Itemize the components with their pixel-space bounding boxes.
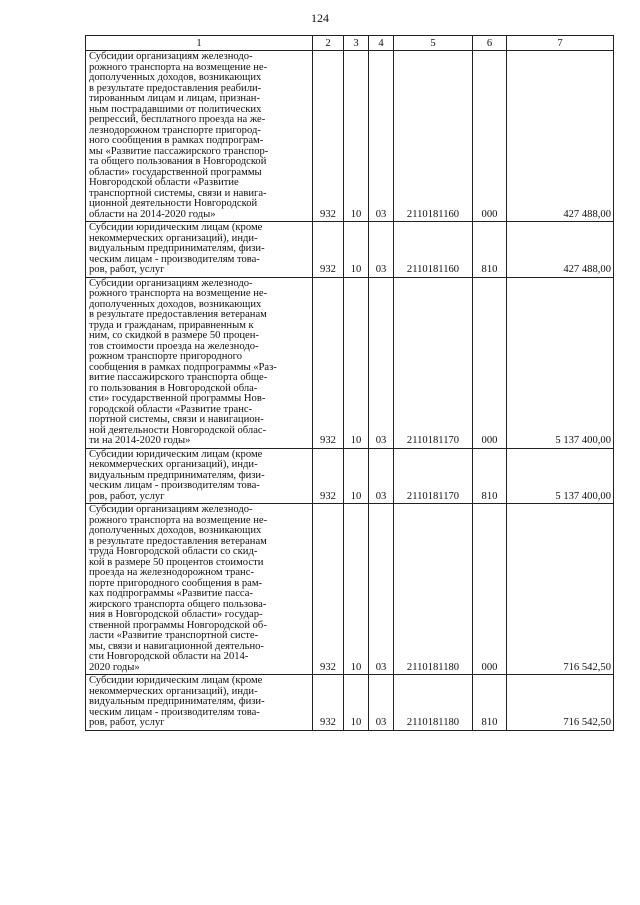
description-line: ров, работ, услуг	[89, 717, 165, 728]
row-admin-code: 932	[313, 277, 344, 448]
column-header-7: 7	[507, 36, 614, 51]
description-line: труда Новгородской области со скид-	[89, 546, 258, 557]
description-line: мы «Развитие пассажирского транспор-	[89, 145, 269, 157]
description-line: ционной деятельности Новгородской	[89, 198, 258, 209]
description-line: порте пригородного сообщения в рам-	[89, 577, 263, 589]
description-line: транспортной системы, связи и навига-	[89, 187, 267, 199]
table-row	[86, 504, 614, 675]
description-line: рожного транспорта на возмещение не-	[89, 61, 268, 73]
description-line: ти на 2014-2020 годы»	[89, 435, 191, 446]
row-description	[86, 675, 313, 731]
row-expense-type-code: 810	[473, 675, 507, 731]
row-admin-code: 932	[313, 51, 344, 222]
row-expense-type-code: 000	[473, 51, 507, 222]
description-line: дополученных доходов, возникающих	[89, 72, 262, 83]
column-header-3: 3	[344, 36, 369, 51]
description-line: ческим лицам - производителям това-	[89, 480, 260, 491]
row-target-code: 2110181160	[394, 222, 473, 278]
description-line: проезда на железнодорожном транс-	[89, 567, 254, 578]
row-amount: 5 137 400,00	[507, 448, 614, 504]
row-target-code: 2110181170	[394, 277, 473, 448]
row-subsection-code: 03	[369, 448, 394, 504]
row-section-code: 10	[344, 277, 369, 448]
row-amount: 716 542,50	[507, 504, 614, 675]
table-row	[86, 675, 614, 731]
description-line: Субсидии организациям железнодо-	[89, 51, 253, 62]
header-row	[86, 36, 614, 51]
description-line: сообщения в рамках подпрограммы «Раз-	[89, 361, 277, 373]
row-description	[86, 277, 313, 448]
description-line: сти Новгородской области на 2014-	[89, 651, 249, 662]
description-line: го пользования в Новгородской обла-	[89, 382, 258, 394]
description-line: та общего пользования в Новгородской	[89, 156, 267, 167]
description-line: рожного транспорта на возмещение не-	[89, 288, 268, 299]
row-target-code: 2110181180	[394, 504, 473, 675]
description-line: некоммерческих организаций), инди-	[89, 459, 258, 470]
description-line: Субсидии юридическим лицам (кроме	[89, 675, 263, 686]
row-section-code: 10	[344, 675, 369, 731]
description-line: Субсидии юридическим лицам (кроме	[89, 448, 263, 460]
row-section-code: 10	[344, 51, 369, 222]
description-line: ческим лицам - производителям това-	[89, 706, 260, 718]
description-line: ственной программы Новгородской об-	[89, 619, 267, 631]
description-line: лезнодорожном транспорте пригород-	[89, 124, 261, 136]
column-header-1: 1	[86, 36, 313, 51]
table-row	[86, 277, 614, 448]
row-admin-code: 932	[313, 504, 344, 675]
description-line: в результате предоставления ветеранам	[89, 309, 267, 320]
description-line: городской области «Развитие транс-	[89, 403, 253, 415]
description-line: ках подпрограммы «Развитие пасса-	[89, 588, 253, 599]
description-line: ния в Новгородской области» государ-	[89, 609, 263, 620]
table-row	[86, 222, 614, 278]
row-amount: 716 542,50	[507, 675, 614, 731]
description-line: рожном транспорте пригородного	[89, 351, 243, 362]
budget-table	[85, 35, 614, 731]
table-row	[86, 51, 614, 222]
description-line: ного сообщения в рамках подпрограм-	[89, 135, 264, 146]
row-amount: 427 488,00	[507, 222, 614, 278]
description-line: видуальным предпринимателям, физи-	[89, 469, 265, 481]
description-line: ров, работ, услуг	[89, 490, 165, 502]
description-line: области на 2014-2020 годы»	[89, 208, 216, 220]
row-subsection-code: 03	[369, 504, 394, 675]
row-expense-type-code: 000	[473, 504, 507, 675]
row-description	[86, 222, 313, 278]
description-line: Субсидии организациям железнодо-	[89, 277, 253, 289]
description-line: в результате предоставления реабили-	[89, 82, 262, 94]
row-admin-code: 932	[313, 675, 344, 731]
row-expense-type-code: 810	[473, 448, 507, 504]
row-subsection-code: 03	[369, 222, 394, 278]
description-line: жирского транспорта общего пользова-	[89, 598, 267, 610]
description-line: тированным лицам и лицам, признан-	[89, 93, 260, 104]
description-line: ной деятельности Новгородской облас-	[89, 424, 267, 436]
page-number: 124	[311, 11, 329, 25]
row-target-code: 2110181180	[394, 675, 473, 731]
row-subsection-code: 03	[369, 277, 394, 448]
description-line: дополученных доходов, возникающих	[89, 525, 262, 536]
description-line: в результате предоставления ветеранам	[89, 535, 267, 547]
description-line: некоммерческих организаций), инди-	[89, 232, 258, 244]
description-line: области» государственной программы	[89, 166, 262, 178]
description-line: репрессий, бесплатного проезда на же-	[89, 114, 266, 125]
description-line: рожного транспорта на возмещение не-	[89, 514, 268, 526]
column-header-5: 5	[394, 36, 473, 51]
description-line: ческим лицам - производителям това-	[89, 253, 260, 265]
description-line: ров, работ, услуг	[89, 264, 165, 275]
description-line: портной системы, связи и навигацион-	[89, 414, 264, 425]
description-line: ным пострадавшими от политических	[89, 103, 262, 115]
row-expense-type-code: 810	[473, 222, 507, 278]
row-target-code: 2110181160	[394, 51, 473, 222]
description-line: Субсидии юридическим лицам (кроме	[89, 222, 263, 233]
row-section-code: 10	[344, 222, 369, 278]
column-header-6: 6	[473, 36, 507, 51]
description-line: Субсидии организациям железнодо-	[89, 504, 253, 515]
row-subsection-code: 03	[369, 675, 394, 731]
table-row	[86, 448, 614, 504]
table-body	[86, 51, 614, 731]
description-line: ним, со скидкой в размере 50 процен-	[89, 330, 259, 341]
description-line: сти» государственной программы Нов-	[89, 393, 266, 404]
row-section-code: 10	[344, 448, 369, 504]
row-expense-type-code: 000	[473, 277, 507, 448]
description-line: видуальным предпринимателям, физи-	[89, 243, 265, 254]
description-line: 2020 годы»	[89, 661, 140, 673]
row-target-code: 2110181170	[394, 448, 473, 504]
description-line: видуальным предпринимателям, физи-	[89, 696, 265, 707]
row-section-code: 10	[344, 504, 369, 675]
column-header-2: 2	[313, 36, 344, 51]
row-subsection-code: 03	[369, 51, 394, 222]
row-admin-code: 932	[313, 222, 344, 278]
row-description	[86, 448, 313, 504]
description-line: тов стоимости проезда на железнодо-	[89, 340, 259, 352]
row-description	[86, 51, 313, 222]
row-admin-code: 932	[313, 448, 344, 504]
description-line: мы, связи и навигационной деятельно-	[89, 640, 264, 652]
row-amount: 5 137 400,00	[507, 277, 614, 448]
description-line: труда и гражданам, приравненным к	[89, 319, 254, 331]
row-amount: 427 488,00	[507, 51, 614, 222]
description-line: Новгородской области «Развитие	[89, 177, 239, 188]
description-line: витие пассажирского транспорта обще-	[89, 372, 268, 383]
description-line: ласти «Развитие транспортной систе-	[89, 630, 259, 641]
description-line: некоммерческих организаций), инди-	[89, 685, 258, 697]
description-line: дополученных доходов, возникающих	[89, 298, 262, 310]
description-line: кой в размере 50 процентов стоимости	[89, 556, 264, 568]
column-header-4: 4	[369, 36, 394, 51]
row-description	[86, 504, 313, 675]
